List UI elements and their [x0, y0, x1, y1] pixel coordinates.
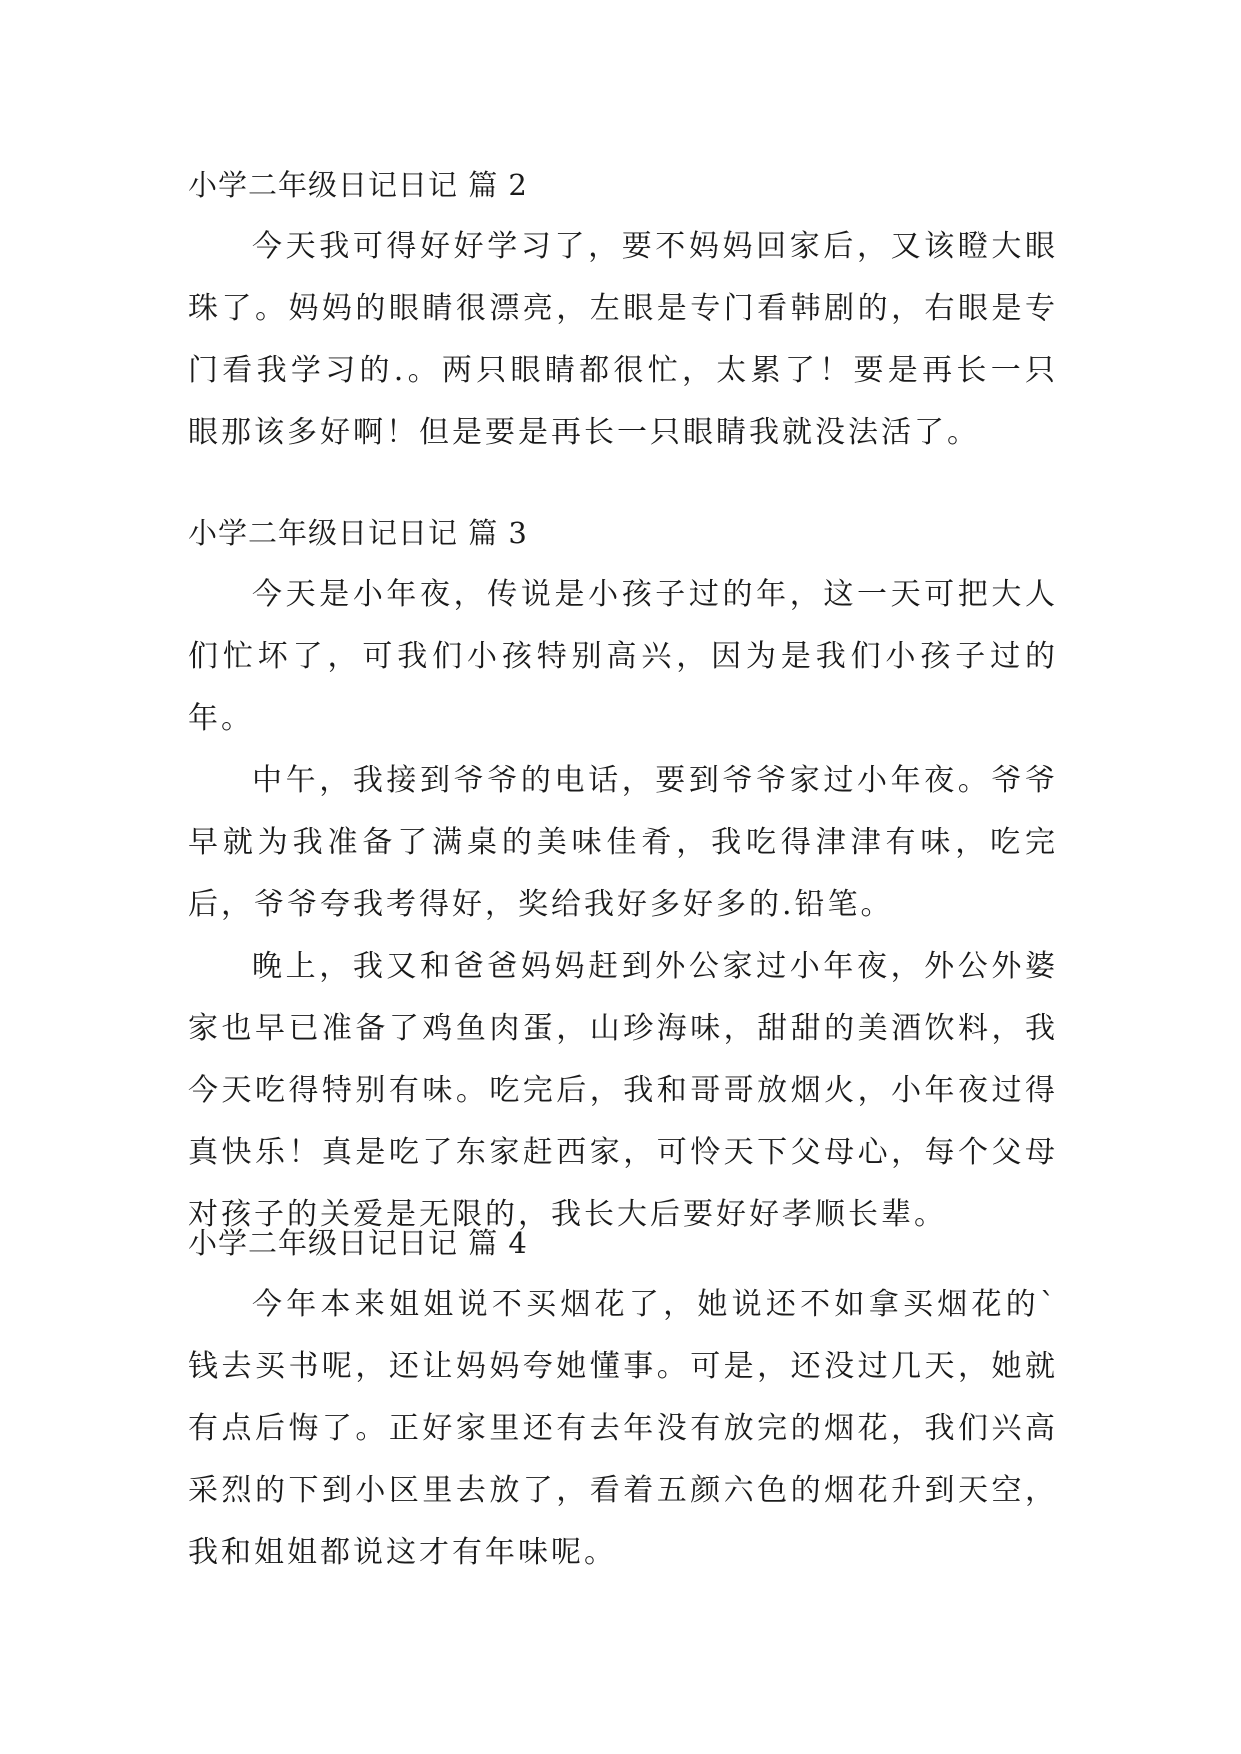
entry-paragraph: 今天是小年夜，传说是小孩子过的年，这一天可把大人们忙坏了，可我们小孩特别高兴，因为是我们小孩子过的年。 [188, 577, 1058, 736]
entry-heading: 小学二年级日记日记 篇 4 [188, 1226, 528, 1260]
entry-heading: 小学二年级日记日记 篇 3 [188, 516, 528, 550]
diary-entry-3 [188, 502, 1058, 1246]
entry-heading: 小学二年级日记日记 篇 2 [188, 168, 528, 202]
entry-paragraph: 中午，我接到爷爷的电话，要到爷爷家过小年夜。爷爷早就为我准备了满桌的美味佳肴，我吃得津津有味，吃完后，爷爷夸我考得好，奖给我好多好多的.铅笔。 [188, 763, 1058, 922]
diary-entry-4 [188, 1212, 1058, 1584]
entry-paragraph: 晚上，我又和爸爸妈妈赶到外公家过小年夜，外公外婆家也早已准备了鸡鱼肉蛋，山珍海味，甜甜的美酒饮料，我今天吃得特别有味。吃完后，我和哥哥放烟火，小年夜过得真快乐！真是吃了东家赶西家，可怜天下父母心，每个父母对孩子的关爱是无限的，我长大后要好好孝顺长辈。 [188, 949, 1058, 1232]
entry-paragraph: 今年本来姐姐说不买烟花了，她说还不如拿买烟花的`钱去买书呢，还让妈妈夸她懂事。可是，还没过几天，她就有点后悔了。正好家里还有去年没有放完的烟花，我们兴高采烈的下到小区里去放了，看着五颜六色的烟花升到天空，我和姐姐都说这才有年味呢。 [188, 1287, 1058, 1570]
entry-paragraph: 今天我可得好好学习了，要不妈妈回家后，又该瞪大眼珠了。妈妈的眼睛很漂亮，左眼是专门看韩剧的，右眼是专门看我学习的.。两只眼睛都很忙，太累了！要是再长一只眼那该多好啊！但是要是再长一只眼睛我就没法活了。 [188, 229, 1058, 450]
diary-entry-2 [188, 154, 1058, 464]
